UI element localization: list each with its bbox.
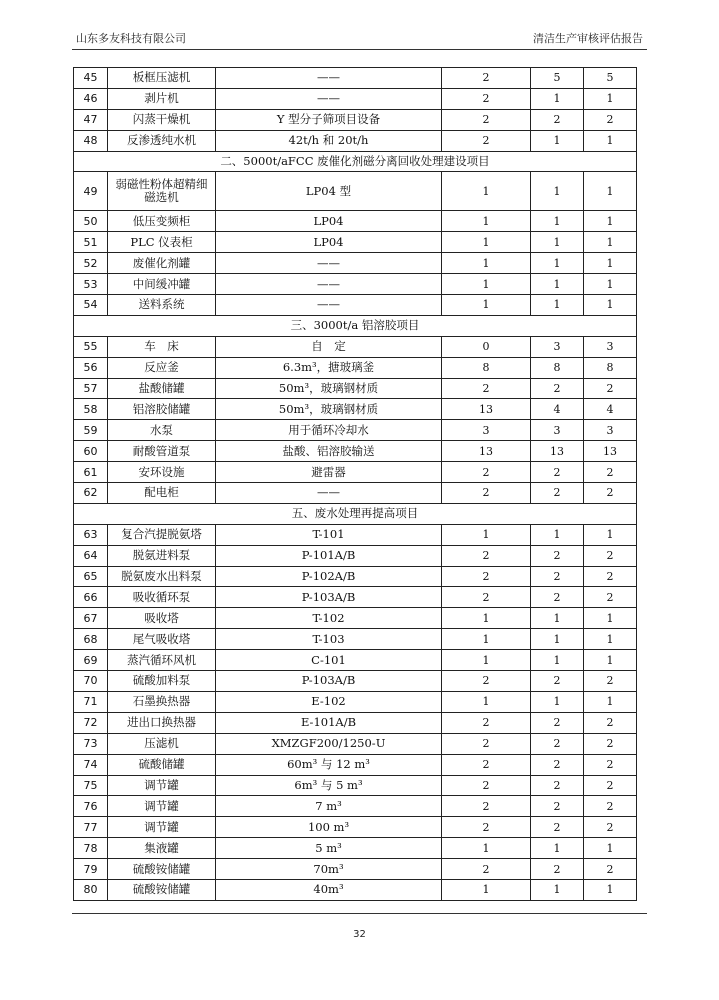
quantity-current: 1 xyxy=(531,130,584,151)
equipment-spec: —— xyxy=(216,274,442,295)
quantity-current: 13 xyxy=(531,441,584,462)
equipment-name: 安环设施 xyxy=(108,462,216,483)
quantity-in-use: 1 xyxy=(584,274,637,295)
quantity-current: 2 xyxy=(531,462,584,483)
quantity-original: 1 xyxy=(442,691,531,712)
quantity-in-use: 2 xyxy=(584,109,637,130)
row-number: 72 xyxy=(74,712,108,733)
equipment-spec: 盐酸、铝溶胶输送 xyxy=(216,441,442,462)
quantity-in-use: 2 xyxy=(584,671,637,692)
equipment-name: 吸收塔 xyxy=(108,608,216,629)
equipment-name: 硫酸储罐 xyxy=(108,754,216,775)
quantity-in-use: 2 xyxy=(584,775,637,796)
quantity-current: 2 xyxy=(531,483,584,504)
quantity-original: 1 xyxy=(442,629,531,650)
equipment-spec: E-102 xyxy=(216,691,442,712)
quantity-in-use: 2 xyxy=(584,859,637,880)
footer-divider xyxy=(72,913,647,914)
row-number: 49 xyxy=(74,172,108,211)
page-number: 32 xyxy=(353,929,366,940)
quantity-in-use: 1 xyxy=(584,524,637,545)
table-row xyxy=(74,295,637,316)
table-row xyxy=(74,650,637,671)
row-number: 53 xyxy=(74,274,108,295)
quantity-original: 1 xyxy=(442,295,531,316)
equipment-spec: 50m³，玻璃钢材质 xyxy=(216,399,442,420)
table-row xyxy=(74,524,637,545)
quantity-in-use: 1 xyxy=(584,172,637,211)
quantity-original: 2 xyxy=(442,671,531,692)
quantity-in-use: 1 xyxy=(584,838,637,859)
table-row xyxy=(74,109,637,130)
equipment-spec: 100 m³ xyxy=(216,817,442,838)
equipment-spec: P-103A/B xyxy=(216,587,442,608)
equipment-name: 板框压滤机 xyxy=(108,68,216,89)
row-number: 66 xyxy=(74,587,108,608)
equipment-name: 车 床 xyxy=(108,336,216,357)
quantity-original: 2 xyxy=(442,775,531,796)
row-number: 68 xyxy=(74,629,108,650)
section-header-row xyxy=(74,151,637,172)
quantity-original: 1 xyxy=(442,232,531,253)
equipment-spec: E-101A/B xyxy=(216,712,442,733)
quantity-in-use: 2 xyxy=(584,566,637,587)
table-row xyxy=(74,817,637,838)
quantity-in-use: 4 xyxy=(584,399,637,420)
quantity-in-use: 2 xyxy=(584,796,637,817)
row-number: 55 xyxy=(74,336,108,357)
equipment-name: 铝溶胶储罐 xyxy=(108,399,216,420)
section-title: 二、5000t/aFCC 废催化剂磁分离回收处理建设项目 xyxy=(74,151,637,172)
quantity-current: 2 xyxy=(531,671,584,692)
quantity-in-use: 3 xyxy=(584,420,637,441)
equipment-name: 硫酸加料泵 xyxy=(108,671,216,692)
equipment-name: 反渗透纯水机 xyxy=(108,130,216,151)
quantity-current: 1 xyxy=(531,253,584,274)
quantity-current: 1 xyxy=(531,629,584,650)
quantity-original: 2 xyxy=(442,378,531,399)
row-number: 57 xyxy=(74,378,108,399)
quantity-current: 2 xyxy=(531,378,584,399)
quantity-original: 13 xyxy=(442,441,531,462)
table-row xyxy=(74,879,637,900)
table-row xyxy=(74,462,637,483)
quantity-in-use: 2 xyxy=(584,754,637,775)
quantity-current: 1 xyxy=(531,172,584,211)
row-number: 80 xyxy=(74,879,108,900)
equipment-name: 复合汽提脱氨塔 xyxy=(108,524,216,545)
company-name: 山东多友科技有限公司 xyxy=(76,32,186,45)
equipment-name: 弱磁性粉体超精细磁选机 xyxy=(108,172,216,211)
equipment-name: 尾气吸收塔 xyxy=(108,629,216,650)
quantity-original: 1 xyxy=(442,253,531,274)
equipment-name: 硫酸铵储罐 xyxy=(108,859,216,880)
table-row xyxy=(74,88,637,109)
row-number: 62 xyxy=(74,483,108,504)
row-number: 71 xyxy=(74,691,108,712)
equipment-name: 配电柜 xyxy=(108,483,216,504)
quantity-current: 3 xyxy=(531,420,584,441)
row-number: 45 xyxy=(74,68,108,89)
equipment-table xyxy=(73,67,637,901)
equipment-name: 反应釜 xyxy=(108,357,216,378)
quantity-current: 2 xyxy=(531,712,584,733)
equipment-name: 盐酸储罐 xyxy=(108,378,216,399)
table-row xyxy=(74,211,637,232)
quantity-in-use: 8 xyxy=(584,357,637,378)
section-header-row xyxy=(74,315,637,336)
quantity-original: 3 xyxy=(442,420,531,441)
quantity-original: 2 xyxy=(442,88,531,109)
equipment-spec: 60m³ 与 12 m³ xyxy=(216,754,442,775)
row-number: 76 xyxy=(74,796,108,817)
quantity-original: 8 xyxy=(442,357,531,378)
equipment-name: 闪蒸干燥机 xyxy=(108,109,216,130)
row-number: 64 xyxy=(74,545,108,566)
equipment-spec: P-102A/B xyxy=(216,566,442,587)
equipment-name: 脱氨进料泵 xyxy=(108,545,216,566)
quantity-current: 2 xyxy=(531,754,584,775)
page-header xyxy=(72,30,647,48)
quantity-original: 2 xyxy=(442,566,531,587)
quantity-original: 1 xyxy=(442,608,531,629)
quantity-current: 2 xyxy=(531,817,584,838)
equipment-name: 耐酸管道泵 xyxy=(108,441,216,462)
equipment-name: 低压变频柜 xyxy=(108,211,216,232)
equipment-name: 集液罐 xyxy=(108,838,216,859)
equipment-spec: Y 型分子筛项目设备 xyxy=(216,109,442,130)
quantity-in-use: 1 xyxy=(584,88,637,109)
row-number: 48 xyxy=(74,130,108,151)
quantity-original: 2 xyxy=(442,483,531,504)
quantity-in-use: 3 xyxy=(584,336,637,357)
table-row xyxy=(74,68,637,89)
quantity-current: 1 xyxy=(531,295,584,316)
equipment-name: 压滤机 xyxy=(108,733,216,754)
row-number: 75 xyxy=(74,775,108,796)
table-row xyxy=(74,253,637,274)
section-title: 三、3000t/a 铝溶胶项目 xyxy=(74,315,637,336)
equipment-spec: 避雷器 xyxy=(216,462,442,483)
row-number: 58 xyxy=(74,399,108,420)
equipment-name: 中间缓冲罐 xyxy=(108,274,216,295)
row-number: 54 xyxy=(74,295,108,316)
equipment-name: 蒸汽循环风机 xyxy=(108,650,216,671)
quantity-in-use: 1 xyxy=(584,253,637,274)
quantity-in-use: 1 xyxy=(584,232,637,253)
row-number: 69 xyxy=(74,650,108,671)
table-row xyxy=(74,378,637,399)
equipment-name: 送料系统 xyxy=(108,295,216,316)
row-number: 63 xyxy=(74,524,108,545)
quantity-original: 2 xyxy=(442,68,531,89)
quantity-current: 1 xyxy=(531,232,584,253)
table-row xyxy=(74,566,637,587)
quantity-in-use: 1 xyxy=(584,650,637,671)
quantity-current: 2 xyxy=(531,109,584,130)
table-row xyxy=(74,483,637,504)
table-row xyxy=(74,545,637,566)
table-row xyxy=(74,399,637,420)
quantity-current: 1 xyxy=(531,879,584,900)
quantity-in-use: 1 xyxy=(584,211,637,232)
quantity-original: 2 xyxy=(442,754,531,775)
row-number: 60 xyxy=(74,441,108,462)
quantity-in-use: 2 xyxy=(584,733,637,754)
equipment-name: 调节罐 xyxy=(108,775,216,796)
table-row xyxy=(74,691,637,712)
quantity-current: 1 xyxy=(531,524,584,545)
quantity-original: 2 xyxy=(442,587,531,608)
equipment-spec: P-103A/B xyxy=(216,671,442,692)
table-row xyxy=(74,441,637,462)
quantity-original: 2 xyxy=(442,817,531,838)
quantity-original: 2 xyxy=(442,733,531,754)
equipment-name: 剥片机 xyxy=(108,88,216,109)
equipment-spec: 70m³ xyxy=(216,859,442,880)
quantity-in-use: 1 xyxy=(584,130,637,151)
quantity-current: 4 xyxy=(531,399,584,420)
equipment-spec: LP04 型 xyxy=(216,172,442,211)
table-row xyxy=(74,796,637,817)
quantity-current: 2 xyxy=(531,587,584,608)
row-number: 47 xyxy=(74,109,108,130)
quantity-in-use: 2 xyxy=(584,378,637,399)
quantity-original: 1 xyxy=(442,838,531,859)
equipment-name: 脱氨废水出料泵 xyxy=(108,566,216,587)
equipment-name: 水泵 xyxy=(108,420,216,441)
table-row xyxy=(74,629,637,650)
quantity-original: 1 xyxy=(442,274,531,295)
table-row xyxy=(74,587,637,608)
row-number: 46 xyxy=(74,88,108,109)
equipment-spec: —— xyxy=(216,88,442,109)
row-number: 56 xyxy=(74,357,108,378)
equipment-spec: 6m³ 与 5 m³ xyxy=(216,775,442,796)
equipment-spec: 40m³ xyxy=(216,879,442,900)
table-row xyxy=(74,754,637,775)
row-number: 51 xyxy=(74,232,108,253)
row-number: 78 xyxy=(74,838,108,859)
quantity-original: 2 xyxy=(442,109,531,130)
quantity-current: 3 xyxy=(531,336,584,357)
row-number: 79 xyxy=(74,859,108,880)
equipment-spec: T-102 xyxy=(216,608,442,629)
table-row xyxy=(74,838,637,859)
table-row xyxy=(74,712,637,733)
quantity-in-use: 1 xyxy=(584,691,637,712)
equipment-name: PLC 仪表柜 xyxy=(108,232,216,253)
quantity-original: 1 xyxy=(442,879,531,900)
table-row xyxy=(74,130,637,151)
equipment-spec: C-101 xyxy=(216,650,442,671)
quantity-in-use: 2 xyxy=(584,483,637,504)
quantity-original: 2 xyxy=(442,859,531,880)
table-row xyxy=(74,172,637,211)
section-title: 五、废水处理再提高项目 xyxy=(74,503,637,524)
equipment-spec: —— xyxy=(216,68,442,89)
quantity-current: 1 xyxy=(531,88,584,109)
quantity-current: 8 xyxy=(531,357,584,378)
report-title: 清洁生产审核评估报告 xyxy=(533,32,643,45)
quantity-original: 0 xyxy=(442,336,531,357)
equipment-spec: 42t/h 和 20t/h xyxy=(216,130,442,151)
equipment-spec: P-101A/B xyxy=(216,545,442,566)
row-number: 52 xyxy=(74,253,108,274)
quantity-original: 2 xyxy=(442,462,531,483)
quantity-in-use: 13 xyxy=(584,441,637,462)
quantity-in-use: 2 xyxy=(584,817,637,838)
table-row xyxy=(74,274,637,295)
equipment-spec: LP04 xyxy=(216,211,442,232)
row-number: 74 xyxy=(74,754,108,775)
quantity-original: 1 xyxy=(442,524,531,545)
quantity-current: 1 xyxy=(531,274,584,295)
equipment-spec: —— xyxy=(216,253,442,274)
table-row xyxy=(74,336,637,357)
table-row xyxy=(74,859,637,880)
quantity-original: 1 xyxy=(442,650,531,671)
quantity-current: 1 xyxy=(531,608,584,629)
row-number: 50 xyxy=(74,211,108,232)
table-row xyxy=(74,608,637,629)
table-row xyxy=(74,775,637,796)
quantity-in-use: 2 xyxy=(584,545,637,566)
quantity-in-use: 1 xyxy=(584,608,637,629)
equipment-name: 吸收循环泵 xyxy=(108,587,216,608)
equipment-spec: 7 m³ xyxy=(216,796,442,817)
equipment-spec: 6.3m³，搪玻璃釜 xyxy=(216,357,442,378)
equipment-spec: 5 m³ xyxy=(216,838,442,859)
quantity-current: 2 xyxy=(531,566,584,587)
quantity-in-use: 5 xyxy=(584,68,637,89)
quantity-current: 1 xyxy=(531,691,584,712)
equipment-spec: 自 定 xyxy=(216,336,442,357)
quantity-original: 1 xyxy=(442,211,531,232)
table-row xyxy=(74,420,637,441)
quantity-in-use: 2 xyxy=(584,462,637,483)
row-number: 70 xyxy=(74,671,108,692)
equipment-name: 调节罐 xyxy=(108,817,216,838)
equipment-name: 废催化剂罐 xyxy=(108,253,216,274)
quantity-current: 1 xyxy=(531,211,584,232)
equipment-name: 硫酸铵储罐 xyxy=(108,879,216,900)
row-number: 77 xyxy=(74,817,108,838)
section-header-row xyxy=(74,503,637,524)
equipment-name: 进出口换热器 xyxy=(108,712,216,733)
equipment-spec: 用于循环冷却水 xyxy=(216,420,442,441)
row-number: 65 xyxy=(74,566,108,587)
equipment-spec: T-103 xyxy=(216,629,442,650)
quantity-original: 1 xyxy=(442,172,531,211)
row-number: 59 xyxy=(74,420,108,441)
table-row xyxy=(74,671,637,692)
quantity-in-use: 2 xyxy=(584,587,637,608)
quantity-original: 2 xyxy=(442,712,531,733)
equipment-spec: T-101 xyxy=(216,524,442,545)
quantity-current: 1 xyxy=(531,838,584,859)
quantity-original: 2 xyxy=(442,796,531,817)
quantity-in-use: 1 xyxy=(584,295,637,316)
quantity-current: 2 xyxy=(531,733,584,754)
quantity-current: 2 xyxy=(531,545,584,566)
quantity-in-use: 2 xyxy=(584,712,637,733)
quantity-current: 2 xyxy=(531,796,584,817)
quantity-current: 2 xyxy=(531,775,584,796)
quantity-current: 2 xyxy=(531,859,584,880)
equipment-name: 石墨换热器 xyxy=(108,691,216,712)
table-row xyxy=(74,733,637,754)
equipment-spec: —— xyxy=(216,295,442,316)
header-divider xyxy=(72,49,647,50)
quantity-in-use: 1 xyxy=(584,879,637,900)
table-row xyxy=(74,357,637,378)
row-number: 61 xyxy=(74,462,108,483)
quantity-original: 2 xyxy=(442,545,531,566)
row-number: 73 xyxy=(74,733,108,754)
quantity-original: 13 xyxy=(442,399,531,420)
quantity-in-use: 1 xyxy=(584,629,637,650)
equipment-spec: XMZGF200/1250-U xyxy=(216,733,442,754)
row-number: 67 xyxy=(74,608,108,629)
quantity-original: 2 xyxy=(442,130,531,151)
equipment-spec: —— xyxy=(216,483,442,504)
equipment-spec: 50m³，玻璃钢材质 xyxy=(216,378,442,399)
quantity-current: 1 xyxy=(531,650,584,671)
quantity-current: 5 xyxy=(531,68,584,89)
equipment-spec: LP04 xyxy=(216,232,442,253)
table-row xyxy=(74,232,637,253)
equipment-name: 调节罐 xyxy=(108,796,216,817)
